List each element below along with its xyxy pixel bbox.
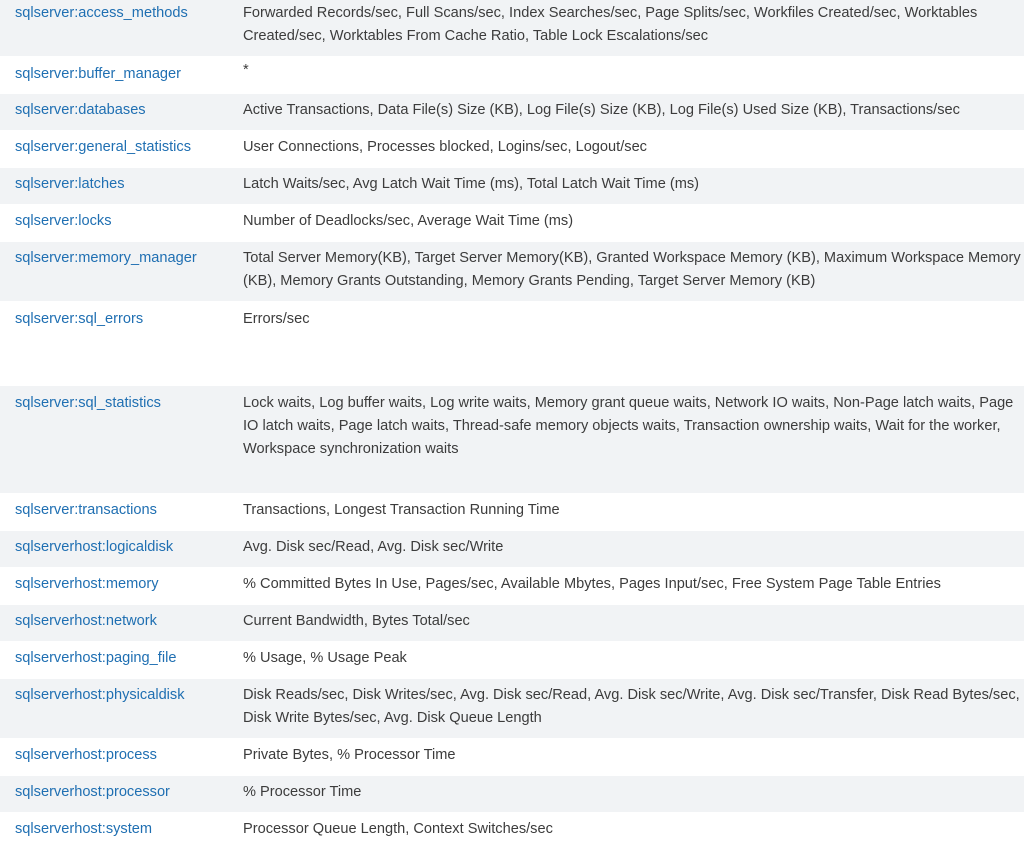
object-link[interactable]: sqlserver:memory_manager bbox=[15, 249, 197, 266]
object-cell bbox=[0, 641, 243, 678]
object-link[interactable]: sqlserver:databases bbox=[15, 101, 146, 118]
table-row bbox=[0, 204, 1024, 241]
counters-cell: Lock waits, Log buffer waits, Log write waits, Memory grant queue waits, Network IO waits, Non-Page latch waits, Page IO latch waits, Page latch waits, Thread-safe memory objects waits, Transaction ownership waits, Wait for the worker, Workspace synchronization waits bbox=[243, 394, 1014, 457]
object-link[interactable]: sqlserverhost:network bbox=[15, 612, 157, 629]
object-link[interactable]: sqlserverhost:process bbox=[15, 746, 157, 763]
table-row bbox=[0, 604, 1024, 641]
object-link[interactable]: sqlserver:latches bbox=[15, 175, 125, 192]
object-link[interactable]: sqlserverhost:processor bbox=[15, 783, 170, 800]
object-link[interactable]: sqlserver:sql_errors bbox=[15, 310, 144, 327]
object-link[interactable]: sqlserver:transactions bbox=[15, 501, 157, 518]
counters-cell: Active Transactions, Data File(s) Size (KB), Log File(s) Size (KB), Log File(s) Used Size (KB), Transactions/sec bbox=[243, 101, 960, 118]
object-cell bbox=[0, 167, 243, 204]
object-cell bbox=[0, 775, 243, 812]
counters-cell: Forwarded Records/sec, Full Scans/sec, Index Searches/sec, Page Splits/sec, Workfiles Created/sec, Worktables Created/sec, Worktables From Cache Ratio, Table Lock Escalations/sec bbox=[243, 5, 978, 44]
object-cell bbox=[0, 493, 243, 530]
counters-cell: Total Server Memory(KB), Target Server Memory(KB), Granted Workspace Memory (KB), Maximum Workspace Memory (KB), Memory Grants Outstanding, Memory Grants Pending, Target Server Memory (KB) bbox=[243, 249, 1021, 289]
table-row bbox=[0, 130, 1024, 167]
counters-cell: Private Bytes, % Processor Time bbox=[243, 746, 456, 763]
table-row bbox=[0, 641, 1024, 678]
object-cell bbox=[0, 385, 243, 493]
object-cell bbox=[0, 812, 243, 849]
counters-cell: Current Bandwidth, Bytes Total/sec bbox=[243, 612, 470, 629]
object-link[interactable]: sqlserverhost:paging_file bbox=[15, 649, 177, 666]
object-cell bbox=[0, 738, 243, 775]
object-cell bbox=[0, 204, 243, 241]
counters-cell: User Connections, Processes blocked, Logins/sec, Logout/sec bbox=[243, 138, 647, 155]
object-link[interactable]: sqlserver:buffer_manager bbox=[15, 65, 182, 82]
object-cell bbox=[0, 93, 243, 130]
object-cell bbox=[0, 130, 243, 167]
counters-cell: Errors/sec bbox=[243, 310, 310, 327]
counters-cell: Transactions, Longest Transaction Running Time bbox=[243, 501, 560, 518]
counters-cell: % Processor Time bbox=[243, 783, 362, 800]
object-cell bbox=[0, 0, 243, 56]
table-row bbox=[0, 738, 1024, 775]
object-link[interactable]: sqlserver:general_statistics bbox=[15, 138, 192, 155]
table-row bbox=[0, 167, 1024, 204]
table-row bbox=[0, 775, 1024, 812]
object-link[interactable]: sqlserver:sql_statistics bbox=[15, 394, 161, 411]
object-link[interactable]: sqlserverhost:memory bbox=[15, 575, 159, 592]
object-link[interactable]: sqlserver:access_methods bbox=[15, 5, 188, 21]
counters-cell: % Committed Bytes In Use, Pages/sec, Available Mbytes, Pages Input/sec, Free System Page Table Entries bbox=[243, 575, 941, 592]
table-row bbox=[0, 301, 1024, 385]
object-cell bbox=[0, 604, 243, 641]
object-link[interactable]: sqlserverhost:logicaldisk bbox=[15, 538, 174, 555]
object-link[interactable]: sqlserver:locks bbox=[15, 212, 112, 229]
table-row bbox=[0, 0, 1024, 56]
counters-cell: Disk Reads/sec, Disk Writes/sec, Avg. Disk sec/Read, Avg. Disk sec/Write, Avg. Disk sec/Transfer, Disk Read Bytes/sec, Disk Write Bytes/sec, Avg. Disk Queue Length bbox=[243, 686, 1020, 726]
table-row bbox=[0, 56, 1024, 93]
counters-cell: Processor Queue Length, Context Switches/sec bbox=[243, 820, 553, 837]
counters-cell: % Usage, % Usage Peak bbox=[243, 649, 407, 666]
table-row bbox=[0, 678, 1024, 738]
object-cell bbox=[0, 301, 243, 385]
counters-cell: Number of Deadlocks/sec, Average Wait Time (ms) bbox=[243, 212, 574, 229]
object-link[interactable]: sqlserverhost:physicaldisk bbox=[15, 686, 185, 703]
counters-cell: Avg. Disk sec/Read, Avg. Disk sec/Write bbox=[243, 538, 504, 555]
table-row bbox=[0, 493, 1024, 530]
object-cell bbox=[0, 530, 243, 567]
object-link[interactable]: sqlserverhost:system bbox=[15, 820, 153, 837]
table-row bbox=[0, 530, 1024, 567]
counters-cell: * bbox=[243, 61, 249, 78]
object-cell bbox=[0, 241, 243, 301]
table-row bbox=[0, 241, 1024, 301]
counters-cell: Latch Waits/sec, Avg Latch Wait Time (ms), Total Latch Wait Time (ms) bbox=[243, 175, 700, 192]
table-row bbox=[0, 812, 1024, 849]
object-cell bbox=[0, 56, 243, 93]
object-cell bbox=[0, 567, 243, 604]
table-row bbox=[0, 93, 1024, 130]
object-cell bbox=[0, 678, 243, 738]
table-row bbox=[0, 567, 1024, 604]
table-row bbox=[0, 385, 1024, 493]
